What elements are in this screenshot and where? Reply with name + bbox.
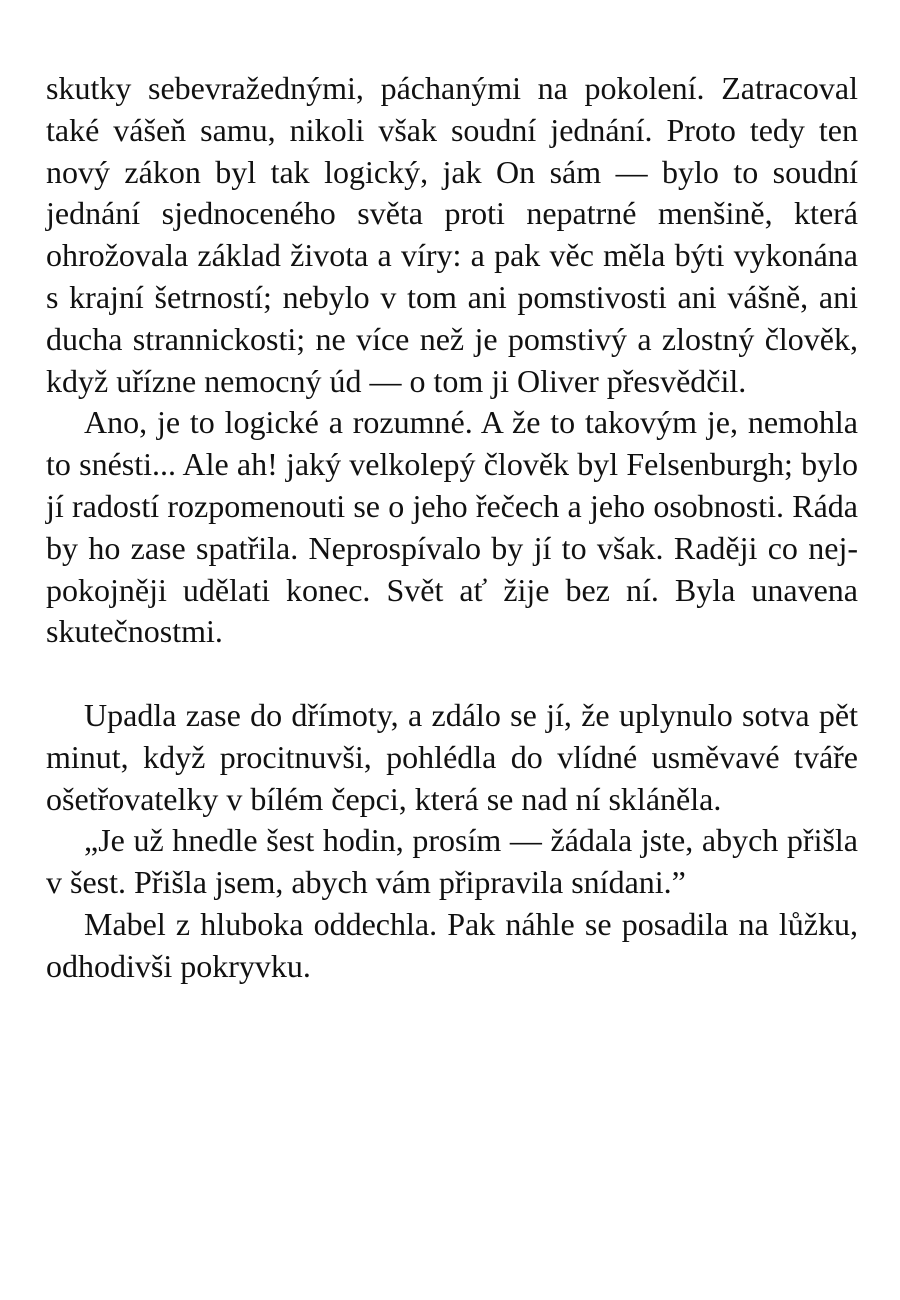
paragraph-4: „Je už hnedle šest hodin, prosím — žádala jste, abych přišla v šest. Přišla jsem, abych vám připravila snídani.” (46, 822, 858, 901)
paragraph-1: skutky sebevražednými, páchanými na pokolení. Zatracoval také vášeň samu, nikoli však soudní jednání. Proto tedy ten nový zákon byl tak logický, jak On sám — bylo to soudní jednání sjednoceného světa proti nepatrné menšině, která ohrožovala základ života a víry: a pak věc měla býti vykonána s krajní šetrností; nebylo v tom ani pomstivosti ani vášně, ani ducha strannickosti; ne více než je pomstivý a zlostný člověk, když uřízne nemocný úd — o tom ji Oliver přesvědčil. (46, 70, 858, 399)
paragraph-5: Mabel z hluboka oddechla. Pak náhle se posadila na lůžku, odhodivši pokryvku. (46, 905, 858, 984)
paragraph-3: Upadla zase do dřímoty, a zdálo se jí, že uplynulo sotva pět minut, když procitnuvši, pohlédla do vlídné usměvavé tváře ošetřovatelky v bílém čepci, která se nad ní skláněla. (46, 696, 858, 817)
paragraph-2: Ano, je to logické a rozumné. A že to takovým je, nemohla to snésti... Ale ah! jaký velkolepý člověk byl Felsenburgh; bylo jí radostí rozpomenouti se o jeho řečech a jeho osobnosti. Ráda by ho zase spatřila. Neprospívalo by jí to však. Raději co nej-pokojněji udělati konec. Svět ať žije bez ní. Byla unavena skutečnostmi. (46, 404, 858, 650)
